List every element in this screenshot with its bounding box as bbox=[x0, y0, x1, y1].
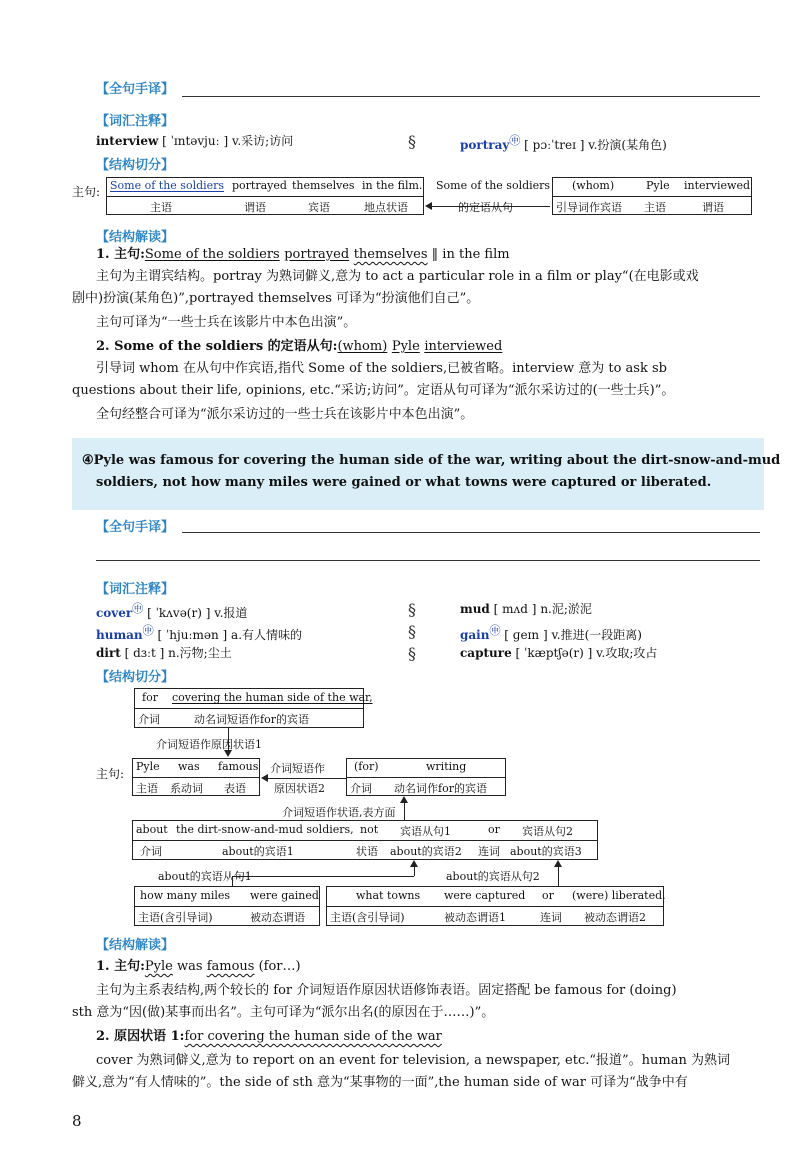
divider bbox=[132, 777, 260, 778]
translation-blank-line bbox=[96, 560, 760, 561]
vocab-entry-gain bbox=[460, 622, 642, 643]
diagram-role: 引导词作宾语 bbox=[556, 201, 622, 214]
vocab-entry-portray bbox=[460, 132, 667, 153]
diagram-word: themselves bbox=[292, 179, 355, 192]
diagram-role: 动名词短语作for的宾语 bbox=[194, 713, 309, 726]
vocab-word: portray bbox=[460, 138, 510, 152]
vocab-entry-dirt bbox=[96, 644, 232, 661]
diagram-word: not bbox=[360, 823, 379, 836]
diagram-word: was bbox=[178, 760, 200, 773]
sentence4-line: ④Pyle was famous for covering the human side of the war, writing about the dirt-snow-and-mud bbox=[82, 453, 781, 468]
vocab-phonetic: [ dɜːt ] bbox=[124, 646, 165, 660]
arrow-line bbox=[404, 800, 405, 820]
familiar-word-mark-icon: ㊥ bbox=[132, 602, 144, 615]
diagram-role: 状语 bbox=[356, 845, 378, 858]
vocab-phonetic: [ mʌd ] bbox=[493, 602, 537, 616]
column-separator-icon: § bbox=[408, 644, 416, 663]
column-separator-icon: § bbox=[408, 622, 416, 641]
vocab-phonetic: [ ˈɪntəvjuː ] bbox=[162, 134, 229, 148]
diagram-word: about bbox=[136, 823, 168, 836]
diagram-word: 介词短语作 bbox=[270, 762, 325, 775]
vocab-phonetic: [ ˈkʌvə(r) ] bbox=[147, 606, 211, 620]
divider bbox=[346, 777, 506, 778]
diagram-role: 主语 bbox=[150, 201, 172, 214]
explain1-summary: 主句可译为“一些士兵在该影片中本色出演”。 bbox=[96, 315, 357, 330]
diagram-role: 主语(含引导词) bbox=[330, 911, 405, 924]
divider bbox=[106, 196, 424, 197]
diagram-role: 地点状语 bbox=[364, 201, 408, 214]
vocab-entry-interview bbox=[96, 132, 293, 149]
vocab-word: human bbox=[96, 628, 143, 642]
explain1-title: 1. 主句:Some of the soldiers portrayed themselves ‖ in the film bbox=[96, 247, 510, 262]
diagram-role: 表语 bbox=[224, 782, 246, 795]
divider bbox=[552, 196, 752, 197]
vocab-word: capture bbox=[460, 646, 512, 660]
header-split-1: 【结构切分】 bbox=[96, 158, 175, 173]
vocab-definition: a.有人情味的 bbox=[231, 628, 303, 642]
diagram-word: Pyle bbox=[136, 760, 160, 773]
divider bbox=[132, 840, 598, 841]
diagram-role: 原因状语2 bbox=[274, 782, 325, 795]
diagram-word: 宾语从句1 bbox=[400, 825, 451, 838]
header-translate-2: 【全句手译】 bbox=[96, 520, 175, 535]
diagram-role: about的宾语2 bbox=[390, 845, 462, 858]
explain2-para-line: questions about their life, opinions, etc.“采访;访问”。定语从句可译为“派尔采访过的(一些士兵)”。 bbox=[72, 383, 675, 398]
familiar-word-mark-icon: ㊥ bbox=[142, 624, 154, 637]
explain1-para-line: sth 意为“因(做)某事而出名”。主句可译为“派尔出名(的原因在于……)”。 bbox=[72, 1005, 495, 1020]
rel-role: 的定语从句 bbox=[458, 201, 513, 214]
vocab-definition: v.扮演(某角色) bbox=[588, 138, 667, 152]
diagram-link: about的宾语从句1 bbox=[158, 870, 252, 883]
divider bbox=[134, 906, 320, 907]
diagram-word: the dirt-snow-and-mud soldiers, bbox=[176, 823, 354, 836]
vocab-phonetic: [ ɡeɪn ] bbox=[504, 628, 548, 642]
vocab-definition: v.采访;访问 bbox=[232, 134, 294, 148]
vocab-phonetic: [ ˈhjuːmən ] bbox=[157, 628, 228, 642]
arrow-up-icon bbox=[400, 796, 408, 803]
diagram-role: 主语(含引导词) bbox=[138, 911, 213, 924]
diagram-link: about的宾语从句2 bbox=[446, 870, 540, 883]
vocab-definition: v.攻取;攻占 bbox=[596, 646, 658, 660]
diagram-word: or bbox=[542, 889, 554, 902]
diagram-role: 动名词作for的宾语 bbox=[394, 782, 487, 795]
vocab-entry-capture bbox=[460, 644, 657, 661]
diagram-word: famous bbox=[218, 760, 259, 773]
column-separator-icon: § bbox=[408, 132, 416, 151]
vocab-definition: n.污物;尘土 bbox=[168, 646, 232, 660]
arrow-line bbox=[266, 778, 346, 779]
diagram-role: 介词 bbox=[138, 713, 160, 726]
diagram-role: 系动词 bbox=[170, 782, 203, 795]
vocab-word: mud bbox=[460, 602, 490, 616]
vocab-word: dirt bbox=[96, 646, 121, 660]
main-clause-label: 主句: bbox=[96, 767, 125, 781]
diagram-word: how many miles bbox=[140, 889, 231, 902]
header-translate-1: 【全句手译】 bbox=[96, 82, 175, 97]
diagram-word: Some of the soldiers bbox=[110, 179, 225, 192]
explain2-title: 2. 原因状语 1:for covering the human side of the war bbox=[96, 1029, 442, 1044]
header-vocab-1: 【词汇注释】 bbox=[96, 114, 175, 129]
header-split-2: 【结构切分】 bbox=[96, 670, 175, 685]
column-separator-icon: § bbox=[408, 600, 416, 619]
explain1-para-line: 剧中)扮演(某角色)”,portrayed themselves 可译为“扮演他们自己”。 bbox=[72, 291, 480, 306]
explain2-title: 2. Some of the soldiers 的定语从句:(whom) Pyle interviewed bbox=[96, 339, 503, 354]
diagram-word: (for) bbox=[354, 760, 379, 773]
explain2-para-line: cover 为熟词僻义,意为 to report on an event for television, a newspaper, etc.“报道”。human 为熟词 bbox=[96, 1053, 730, 1068]
diagram-role: 连词 bbox=[540, 911, 562, 924]
diagram-role: about的宾语3 bbox=[510, 845, 582, 858]
vocab-word: gain bbox=[460, 628, 490, 642]
familiar-word-mark-icon: ㊥ bbox=[509, 134, 521, 147]
diagram-word: (whom) bbox=[572, 179, 615, 192]
header-explain-2: 【结构解读】 bbox=[96, 938, 175, 953]
arrow-line bbox=[414, 866, 415, 876]
explain2-para-line: 僻义,意为“有人情味的”。the side of sth 意为“某事物的一面”,the human side of war 可译为“战争中有 bbox=[72, 1075, 688, 1090]
explain2-para-line: 引导词 whom 在从句中作宾语,指代 Some of the soldiers,已被省略。interview 意为 to ask sb bbox=[96, 361, 667, 376]
main-clause-label: 主句: bbox=[72, 185, 101, 199]
diagram-role: 宾语 bbox=[308, 201, 330, 214]
diagram-word: (were) liberated. bbox=[572, 889, 666, 902]
diagram-word: Pyle bbox=[646, 179, 670, 192]
diagram-role: 连词 bbox=[478, 845, 500, 858]
header-explain-1: 【结构解读】 bbox=[96, 230, 175, 245]
vocab-word: interview bbox=[96, 134, 159, 148]
diagram-role: 谓语 bbox=[702, 201, 724, 214]
vocab-entry-cover bbox=[96, 600, 247, 621]
explain1-para-line: 主句为主谓宾结构。portray 为熟词僻义,意为 to act a particular role in a film or play“(在电影或戏 bbox=[96, 269, 699, 284]
familiar-word-mark-icon: ㊥ bbox=[489, 624, 501, 637]
diagram-link: 介词短语作状语,表方面 bbox=[282, 806, 396, 819]
diagram-word: portrayed bbox=[232, 179, 287, 192]
vocab-entry-mud bbox=[460, 600, 592, 617]
diagram-word: covering the human side of the war, bbox=[172, 691, 373, 704]
arrow-line bbox=[232, 876, 233, 886]
explain2-summary: 全句经整合可译为“派尔采访过的一些士兵在该影片中本色出演”。 bbox=[96, 407, 474, 422]
vocab-entry-human bbox=[96, 622, 302, 643]
diagram-role: 被动态谓语 bbox=[250, 911, 305, 924]
diagram-word: in the film. bbox=[362, 179, 423, 192]
diagram-role: 被动态谓语1 bbox=[444, 911, 506, 924]
divider bbox=[134, 708, 364, 709]
vocab-definition: v.推进(一段距离) bbox=[551, 628, 642, 642]
diagram-link: 介词短语作原因状语1 bbox=[156, 738, 262, 751]
arrow-line bbox=[558, 866, 559, 886]
divider bbox=[326, 906, 664, 907]
vocab-phonetic: [ ˈkæptʃə(r) ] bbox=[515, 646, 593, 660]
rel-head-word: Some of the soldiers bbox=[436, 179, 551, 192]
diagram-role: about的宾语1 bbox=[222, 845, 294, 858]
explain1-title: 1. 主句:Pyle was famous (for…) bbox=[96, 959, 301, 974]
sentence4-line: soldiers, not how many miles were gained or what towns were captured or liberated. bbox=[96, 475, 712, 490]
explain1-para-line: 主句为主系表结构,两个较长的 for 介词短语作原因状语修饰表语。固定搭配 be famous for (doing) bbox=[96, 983, 677, 998]
diagram-word: or bbox=[488, 823, 500, 836]
diagram-role: 介词 bbox=[350, 782, 372, 795]
diagram-role: 谓语 bbox=[244, 201, 266, 214]
translation-blank-line bbox=[182, 532, 760, 533]
diagram-role: 被动态谓语2 bbox=[584, 911, 646, 924]
diagram-word: were gained bbox=[250, 889, 319, 902]
page-number: 8 bbox=[72, 1112, 82, 1130]
diagram-word: 宾语从句2 bbox=[522, 825, 573, 838]
header-vocab-2: 【词汇注释】 bbox=[96, 582, 175, 597]
diagram-role: 主语 bbox=[136, 782, 158, 795]
diagram-word: were captured bbox=[444, 889, 526, 902]
vocab-word: cover bbox=[96, 606, 133, 620]
diagram-word: for bbox=[142, 691, 158, 704]
translation-blank-line bbox=[182, 96, 760, 97]
vocab-definition: n.泥;淤泥 bbox=[540, 602, 592, 616]
vocab-definition: v.报道 bbox=[214, 606, 248, 620]
diagram-role: 介词 bbox=[140, 845, 162, 858]
diagram-word: what towns bbox=[356, 889, 421, 902]
vocab-phonetic: [ pɔːˈtreɪ ] bbox=[524, 138, 585, 152]
arrow-line bbox=[232, 876, 414, 877]
diagram-word: writing bbox=[426, 760, 467, 773]
diagram-word: interviewed bbox=[684, 179, 750, 192]
diagram-role: 主语 bbox=[644, 201, 666, 214]
